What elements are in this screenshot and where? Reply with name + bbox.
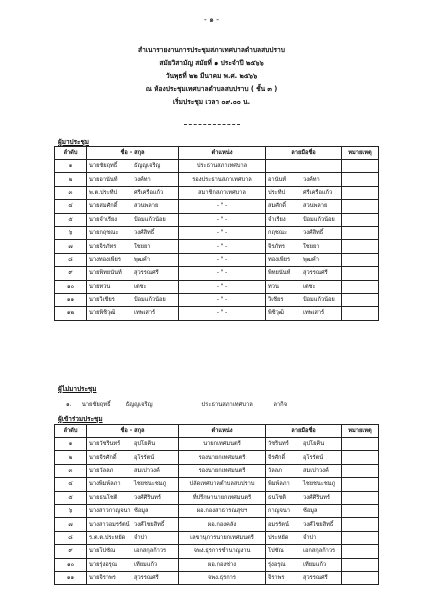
table-header-row — [55, 147, 379, 160]
signature-first: กาญจนา — [268, 508, 290, 515]
first-name: นายทวน — [89, 283, 111, 290]
table-row — [55, 531, 379, 544]
table-row — [55, 504, 379, 517]
signature-first: ทองเพียร — [268, 256, 291, 263]
first-name: นายจิรภัทร — [89, 243, 117, 250]
position-cell: รองนายกเทศมนตรี — [179, 451, 266, 464]
remark-cell — [342, 518, 379, 531]
table-row — [55, 280, 379, 293]
remark-cell — [342, 307, 379, 320]
position-cell: - " - — [179, 213, 266, 226]
name-cell — [87, 491, 179, 504]
col-header-name: ชื่อ - สกุล — [87, 147, 179, 160]
signature-cell — [266, 307, 342, 320]
row-number: ๔ — [55, 200, 87, 213]
signature-first: กฤชณะ — [268, 230, 288, 237]
first-name: นายสมศักดิ์ — [89, 203, 118, 210]
first-name: นายจีรศักดิ์ — [89, 454, 117, 461]
table-row — [55, 173, 379, 186]
last-name: อุปโยคิน — [134, 441, 156, 448]
signature-first: ประหยัด — [268, 534, 289, 541]
position-cell: ปลัดเทศบาลตำบลสบปราบ — [179, 478, 266, 491]
remark-cell — [342, 451, 379, 464]
first-name: นางสาวกาญจนา — [89, 508, 131, 515]
signature-last: จำปา — [303, 534, 317, 541]
remark-cell — [342, 571, 379, 584]
col-header-no: ลำดับ — [55, 147, 87, 160]
signature-last: สุวรรณศรี — [303, 270, 328, 277]
name-cell — [87, 186, 179, 199]
signature-last: วงค์ทา — [303, 176, 320, 183]
signature-first: ธนโชติ — [268, 494, 286, 501]
table-row — [55, 571, 379, 584]
col-header-remark: หมายเหตุ — [342, 147, 379, 160]
table-row — [55, 267, 379, 280]
first-name: นายวัชรินทร์ — [89, 441, 121, 448]
remark-cell — [342, 267, 379, 280]
remark-cell — [342, 226, 379, 239]
page-number: - ๑ - — [204, 15, 219, 24]
first-name: นายกฤชณะ — [89, 230, 119, 237]
first-name: นางสาวอมรรัตน์ — [89, 521, 130, 528]
signature-last: ศรีเครือแก้ว — [303, 189, 333, 196]
last-name: ซ้อมูล — [134, 508, 149, 515]
table-row — [55, 307, 379, 320]
position-cell: - " - — [179, 253, 266, 266]
col-header-name: ชื่อ - สกุล — [87, 425, 179, 438]
last-name: เทพเสาร์ — [134, 310, 156, 317]
signature-cell — [266, 531, 342, 544]
name-cell — [87, 200, 179, 213]
signature-first: อมรรัตน์ — [268, 521, 289, 528]
name-cell — [87, 267, 179, 280]
position-cell: ประธานสภาเทศบาล — [179, 160, 266, 173]
absent-no: ๑. — [66, 402, 72, 408]
row-number: ๙ — [55, 545, 87, 558]
signature-first: พิทยนันท์ — [268, 270, 291, 277]
signature-last: ไชยชนะชมภู — [303, 481, 336, 488]
signature-first: วัชรินทร์ — [268, 441, 289, 448]
signature-cell — [266, 438, 342, 451]
signature-last: วงศ์ศิรินทร์ — [303, 494, 330, 501]
signature-first: จำเรียง — [268, 216, 286, 223]
position-cell: - " - — [179, 280, 266, 293]
table-row — [55, 438, 379, 451]
report-title-block — [0, 44, 423, 109]
signature-first: สมศักดิ์ — [268, 203, 286, 210]
last-name: วงค์ทา — [134, 176, 151, 183]
row-number: ๗ — [55, 518, 87, 531]
signature-last: เตชะ — [303, 283, 316, 290]
signature-cell — [266, 160, 342, 173]
date-line: วันพุธที่ ๒๒ มีนาคม พ.ศ. ๒๕๖๖ — [165, 72, 258, 80]
signature-last: ป้อมแก้วน้อย — [303, 216, 335, 223]
remark-cell — [342, 558, 379, 571]
last-name: สุวรรณศรี — [134, 575, 159, 582]
signature-cell — [266, 571, 342, 584]
first-name: พ.ต.ประทีป — [89, 189, 118, 196]
signature-first: จิราพร — [268, 575, 285, 582]
absent-remark: ลากิจ — [273, 402, 288, 408]
signature-first: วิเชียร — [268, 297, 284, 304]
signature-cell — [266, 173, 342, 186]
title-line: สำเนารายงานการประชุมสภาเทศบาลตำบลสบปราบ — [138, 46, 285, 54]
position-cell: รองประธานสภาเทศบาล — [179, 173, 266, 186]
position-cell: - " - — [179, 240, 266, 253]
participants-heading: ผู้เข้าร่วมประชุม — [58, 415, 103, 423]
absent-entry — [66, 399, 287, 409]
remark-cell — [342, 186, 379, 199]
position-cell: จพง.ธุรการชำนาญงาน — [179, 545, 266, 558]
signature-cell — [266, 504, 342, 517]
name-cell — [87, 451, 179, 464]
signature-cell — [266, 558, 342, 571]
signature-last: สุวรรณศรี — [303, 575, 328, 582]
position-cell: นายกเทศมนตรี — [179, 438, 266, 451]
title-divider — [184, 124, 240, 125]
position-cell: สมาชิกสภาเทศบาล — [179, 186, 266, 199]
remark-cell — [342, 545, 379, 558]
first-name: นายจำเรียง — [89, 216, 118, 223]
last-name: ใชยยา — [134, 243, 151, 250]
table-row — [55, 186, 379, 199]
absent-first-name: นายชัยฤทธิ์ — [81, 402, 111, 408]
first-name: นายพิชิวุฒิ — [89, 310, 116, 317]
remark-cell — [342, 293, 379, 306]
remark-cell — [342, 240, 379, 253]
last-name: สมเปาวงค์ — [134, 467, 160, 474]
signature-cell — [266, 213, 342, 226]
table-row — [55, 558, 379, 571]
remark-cell — [342, 280, 379, 293]
row-number: ๖ — [55, 504, 87, 517]
name-cell — [87, 545, 179, 558]
position-cell: - " - — [179, 267, 266, 280]
row-number: ๕ — [55, 213, 87, 226]
signature-last: อุโรรัตน์ — [303, 454, 324, 461]
col-header-signature: ลายมือชื่อ — [266, 425, 342, 438]
last-name: เอกสกุลก้าวร — [134, 548, 167, 555]
signature-first: ทวน — [268, 283, 279, 290]
row-number: ๒ — [55, 173, 87, 186]
row-number: ๙ — [55, 267, 87, 280]
table-row — [55, 253, 379, 266]
signature-first: จีรศักดิ์ — [268, 454, 286, 461]
signature-last: สวนพลาย — [303, 203, 328, 210]
table-row — [55, 545, 379, 558]
position-cell: จพง.ธุรการ — [179, 571, 266, 584]
signature-last: เอกสกุลก้าวร — [303, 548, 336, 555]
first-name: นายวิเชียร — [89, 297, 115, 304]
last-name: ศรีเครือแก้ว — [134, 189, 164, 196]
last-name: เตชะ — [134, 283, 147, 290]
remark-cell — [342, 531, 379, 544]
name-cell — [87, 293, 179, 306]
signature-cell — [266, 253, 342, 266]
last-name: ป้อมแก้วน้อย — [134, 297, 166, 304]
position-cell: ผอ.กองช่าง — [179, 558, 266, 571]
absent-position: ประธานสภาเทศบาล — [201, 402, 253, 408]
remark-cell — [342, 200, 379, 213]
remark-cell — [342, 438, 379, 451]
name-cell — [87, 438, 179, 451]
remark-cell — [342, 491, 379, 504]
name-cell — [87, 226, 179, 239]
last-name: พุฒคำ — [134, 256, 150, 263]
first-name: นายอานันท์ — [89, 176, 118, 183]
row-number: ๑๑ — [55, 571, 87, 584]
name-cell — [87, 307, 179, 320]
signature-last: วงศ์ไชยสิทธิ์ — [303, 521, 334, 528]
name-cell — [87, 518, 179, 531]
position-cell: - " - — [179, 307, 266, 320]
signature-cell — [266, 491, 342, 504]
last-name: อุโรรัตน์ — [134, 454, 155, 461]
signature-first: พิมพ์ลภา — [268, 481, 290, 488]
name-cell — [87, 213, 179, 226]
signature-cell — [266, 200, 342, 213]
name-cell — [87, 571, 179, 584]
row-number: ๑ — [55, 160, 87, 173]
signature-first: รุ่งอรุณ — [268, 561, 286, 568]
col-header-position: ตำแหน่ง — [179, 147, 266, 160]
start-time-line: เริ่มประชุม เวลา ๐๙.๐๐ น. — [172, 98, 251, 106]
name-cell — [87, 160, 179, 173]
last-name: วงศ์ศิรินทร์ — [134, 494, 161, 501]
table-row — [55, 518, 379, 531]
name-cell — [87, 558, 179, 571]
signature-first: ประทีป — [268, 189, 286, 196]
position-cell: ผอ.กองสาธารณสุขฯ — [179, 504, 266, 517]
signature-last: วงศ์สิทธิ์ — [303, 230, 324, 237]
remark-cell — [342, 464, 379, 477]
row-number: ๖ — [55, 226, 87, 239]
row-number: ๑๐ — [55, 280, 87, 293]
signature-first: พิชิวุฒิ — [268, 310, 284, 317]
row-number: ๗ — [55, 240, 87, 253]
attendees-heading: ผู้มาประชุม — [58, 138, 90, 146]
col-header-remark: หมายเหตุ — [342, 425, 379, 438]
row-number: ๑๐ — [55, 558, 87, 571]
signature-first: โปซัณ — [268, 548, 284, 555]
first-name: นางทองเพียร — [89, 256, 121, 263]
signature-last: เทพเสาร์ — [303, 310, 325, 317]
last-name: วงศ์ไชยสิทธิ์ — [134, 521, 165, 528]
last-name: สวนพลาย — [134, 203, 159, 210]
session-line: สมัยวิสามัญ สมัยที่ ๑ ประจำปี ๒๕๖๖ — [159, 59, 264, 67]
last-name: วงศ์สิทธิ์ — [134, 230, 155, 237]
row-number: ๓ — [55, 464, 87, 477]
attendees-table — [54, 146, 379, 321]
signature-cell — [266, 478, 342, 491]
signature-first: จิรภัทร — [268, 243, 285, 250]
remark-cell — [342, 504, 379, 517]
signature-cell — [266, 280, 342, 293]
position-cell: - " - — [179, 293, 266, 306]
position-cell: เลขานุการนายกเทศมนตรี — [179, 531, 266, 544]
position-cell: - " - — [179, 200, 266, 213]
col-header-position: ตำแหน่ง — [179, 425, 266, 438]
first-name: นายจิราพร — [89, 575, 116, 582]
signature-cell — [266, 451, 342, 464]
table-row — [55, 226, 379, 239]
signature-cell — [266, 293, 342, 306]
signature-last: เทียมแก้ว — [303, 561, 327, 568]
signature-cell — [266, 267, 342, 280]
first-name: นางพิมพ์ลภา — [89, 481, 121, 488]
first-name: นายวัลลภ — [89, 467, 114, 474]
last-name: สุวรรณศรี — [134, 270, 159, 277]
last-name: ธัญญเจริญ — [134, 163, 161, 170]
absent-heading: ผู้ไม่มาประชุม — [58, 385, 97, 393]
name-cell — [87, 280, 179, 293]
row-number: ๔ — [55, 478, 87, 491]
table-row — [55, 293, 379, 306]
row-number: ๘ — [55, 253, 87, 266]
first-name: นายชัยฤทธิ์ — [89, 163, 118, 170]
absent-last-name: ธัญญเจริญ — [125, 402, 153, 408]
position-cell: ผอ.กองคลัง — [179, 518, 266, 531]
first-name: นายโปซัณ — [89, 548, 116, 555]
table-row — [55, 213, 379, 226]
table-row — [55, 160, 379, 173]
row-number: ๑๒ — [55, 307, 87, 320]
name-cell — [87, 240, 179, 253]
signature-last: ใชยยา — [303, 243, 320, 250]
row-number: ๑๑ — [55, 293, 87, 306]
signature-cell — [266, 518, 342, 531]
signature-first: อานันท์ — [268, 176, 287, 183]
venue-line: ณ ห้องประชุมเทศบาลตำบลสบปราบ ( ชั้น ๓ ) — [145, 85, 278, 93]
table-header-row — [55, 425, 379, 438]
row-number: ๘ — [55, 531, 87, 544]
name-cell — [87, 504, 179, 517]
participants-table — [54, 424, 379, 585]
table-row — [55, 464, 379, 477]
position-cell: - " - — [179, 226, 266, 239]
remark-cell — [342, 160, 379, 173]
remark-cell — [342, 173, 379, 186]
col-header-no: ลำดับ — [55, 425, 87, 438]
first-name: นายธนโชติ — [89, 494, 118, 501]
signature-cell — [266, 226, 342, 239]
name-cell — [87, 531, 179, 544]
remark-cell — [342, 253, 379, 266]
last-name: จำปา — [134, 534, 148, 541]
name-cell — [87, 253, 179, 266]
last-name: เทียมแก้ว — [134, 561, 158, 568]
col-header-signature: ลายมือชื่อ — [266, 147, 342, 160]
signature-first: วัลลภ — [268, 467, 282, 474]
table-row — [55, 491, 379, 504]
table-row — [55, 240, 379, 253]
last-name: ไชยชนะชมภู — [134, 481, 167, 488]
first-name: นายรุ่งอรุณ — [89, 561, 117, 568]
signature-last: ป้อมแก้วน้อย — [303, 297, 335, 304]
signature-cell — [266, 464, 342, 477]
table-row — [55, 478, 379, 491]
position-cell: ที่ปรึกษานายกเทศมนตรี — [179, 491, 266, 504]
signature-last: ซ้อมูล — [303, 508, 318, 515]
table-row — [55, 451, 379, 464]
name-cell — [87, 173, 179, 186]
name-cell — [87, 478, 179, 491]
remark-cell — [342, 478, 379, 491]
signature-last: สมเปาวงค์ — [303, 467, 329, 474]
row-number: ๑ — [55, 438, 87, 451]
signature-cell — [266, 186, 342, 199]
signature-cell — [266, 240, 342, 253]
row-number: ๓ — [55, 186, 87, 199]
signature-last: อุปโยคิน — [303, 441, 325, 448]
row-number: ๕ — [55, 491, 87, 504]
position-cell: รองนายกเทศมนตรี — [179, 464, 266, 477]
first-name: ร.ต.ต.ประหยัด — [89, 534, 126, 541]
signature-cell — [266, 545, 342, 558]
remark-cell — [342, 213, 379, 226]
signature-last: พุฒคำ — [303, 256, 319, 263]
last-name: ป้อมแก้วน้อย — [134, 216, 166, 223]
table-row — [55, 200, 379, 213]
name-cell — [87, 464, 179, 477]
row-number: ๒ — [55, 451, 87, 464]
first-name: นายพิทยนันท์ — [89, 270, 122, 277]
